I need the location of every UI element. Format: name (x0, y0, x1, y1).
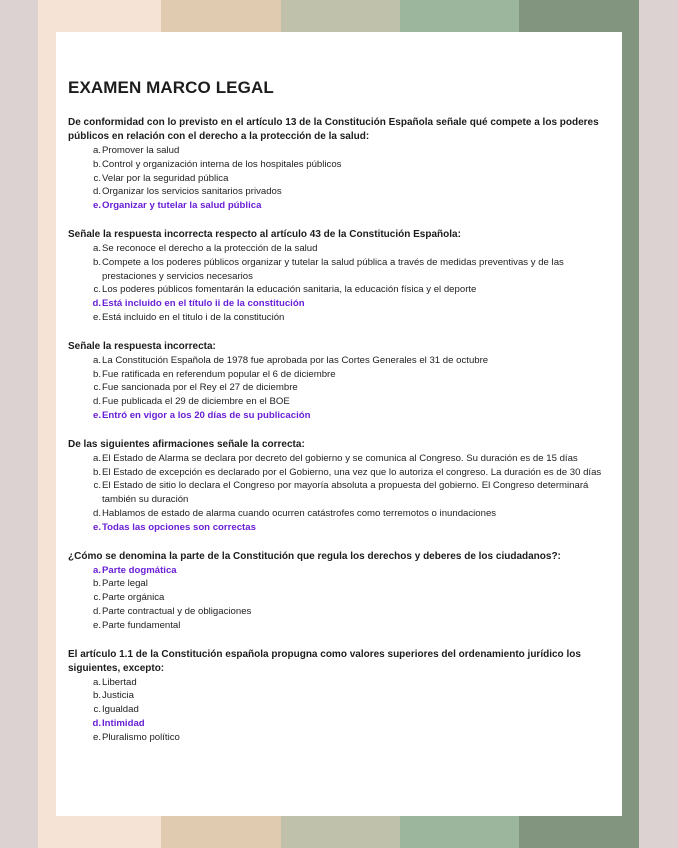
option-text: Fue publicada el 29 de diciembre en el BOE (102, 396, 290, 408)
option-item (68, 158, 610, 172)
question-text: Señale la respuesta incorrecta respecto al artículo 43 de la Constitución Española: (68, 228, 461, 240)
option-list (68, 354, 610, 423)
option-letter: e. (92, 521, 101, 533)
correct-option (68, 521, 610, 535)
option-letter: b. (92, 158, 101, 170)
option-text: Fue sancionada por el Rey el 27 de diciembre (102, 382, 298, 394)
option-text: Parte contractual y de obligaciones (102, 605, 252, 617)
option-letter: a. (92, 242, 101, 254)
option-item (68, 172, 610, 186)
option-letter: b. (92, 256, 101, 268)
option-letter: b. (92, 578, 101, 590)
option-item (68, 256, 610, 284)
option-text: Todas las opciones son correctas (102, 521, 256, 533)
option-item (68, 703, 610, 717)
correct-option (68, 409, 610, 423)
option-letter: c. (93, 172, 101, 184)
option-letter: d. (92, 396, 101, 408)
correct-option (68, 564, 610, 578)
question-block (68, 116, 610, 213)
option-text: El Estado de sitio lo declara el Congreso por mayoría absoluta a propuesta del gobierno. El Congreso determinará también su duración (102, 480, 589, 506)
option-item (68, 479, 610, 507)
option-item (68, 242, 610, 256)
option-text: Control y organización interna de los hospitales públicos (102, 158, 342, 170)
question-text: El artículo 1.1 de la Constitución española propugna como valores superiores del ordenamiento jurídico los siguientes, excepto: (68, 648, 581, 674)
correct-option (68, 199, 610, 213)
correct-option (68, 717, 610, 731)
option-letter: c. (93, 592, 101, 604)
option-text: Parte fundamental (102, 619, 181, 631)
option-item (68, 676, 610, 690)
option-letter: d. (92, 605, 101, 617)
stripe (639, 0, 678, 848)
option-list (68, 676, 610, 745)
option-item (68, 466, 610, 480)
option-letter: a. (92, 145, 101, 156)
question-list (68, 116, 610, 745)
option-letter: d. (92, 186, 101, 198)
option-item (68, 368, 610, 382)
option-letter: e. (92, 311, 101, 323)
option-text: Promover la salud (102, 145, 180, 156)
option-item (68, 185, 610, 199)
question-text: De conformidad con lo previsto en el artículo 13 de la Constitución Española señale qué compete a los poderes públicos en relación con el derecho a la protección de la salud: (68, 117, 599, 142)
page-title: EXAMEN MARCO LEGAL (68, 78, 274, 97)
option-text: El Estado de excepción es declarado por el Gobierno, una vez que lo autoriza el congreso. La duración es de 30 días (102, 466, 602, 478)
option-item (68, 507, 610, 521)
option-item (68, 283, 610, 297)
question-block (68, 550, 610, 633)
option-letter: a. (92, 452, 101, 464)
option-text: Justicia (102, 690, 134, 702)
option-text: La Constitución Española de 1978 fue aprobada por las Cortes Generales el 31 de octubre (102, 354, 489, 366)
option-letter: a. (92, 354, 101, 366)
correct-option (68, 297, 610, 311)
option-text: Los poderes públicos fomentarán la educación sanitaria, la educación física y el deporte (102, 284, 477, 296)
option-item (68, 144, 610, 158)
stripe (0, 0, 38, 848)
option-text: Fue ratificada en referendum popular el 6 de diciembre (102, 368, 336, 380)
option-letter: d. (92, 507, 101, 519)
option-text: Parte legal (102, 578, 148, 590)
option-letter: c. (93, 284, 101, 296)
option-text: Intimidad (102, 717, 145, 729)
option-item (68, 395, 610, 409)
exam-sheet (56, 32, 622, 816)
option-item (68, 452, 610, 466)
option-letter: b. (92, 690, 101, 702)
option-text: Parte dogmática (102, 564, 177, 576)
option-text: Está incluido en el título ii de la constitución (102, 298, 305, 310)
option-list (68, 144, 610, 213)
option-letter: b. (92, 466, 101, 478)
option-text: Hablamos de estado de alarma cuando ocurren catástrofes como terremotos o inundaciones (102, 507, 497, 519)
option-letter: e. (92, 200, 101, 212)
question-text: ¿Cómo se denomina la parte de la Constitución que regula los derechos y deberes de los ciudadanos?: (68, 550, 561, 562)
option-text: El Estado de Alarma se declara por decreto del gobierno y se comunica al Congreso. Su duración es de 15 días (102, 452, 578, 464)
question-text: De las siguientes afirmaciones señale la correcta: (68, 438, 305, 450)
option-text: Está incluido en el titulo i de la constitución (102, 311, 285, 323)
option-letter: e. (92, 731, 101, 743)
question-block (68, 648, 610, 745)
option-list (68, 564, 610, 633)
option-text: Compete a los poderes públicos organizar y tutelar la salud pública a través de medidas preventivas y de las prestaciones y servicios necesarios (102, 256, 564, 282)
option-letter: b. (92, 368, 101, 380)
option-item (68, 689, 610, 703)
option-letter: c. (93, 382, 101, 394)
option-letter: d. (92, 298, 101, 310)
question-block (68, 340, 610, 423)
option-text: Libertad (102, 676, 137, 688)
option-item (68, 381, 610, 395)
option-item (68, 619, 610, 633)
option-letter: a. (92, 564, 101, 576)
option-item (68, 731, 610, 745)
option-text: Organizar los servicios sanitarios privados (102, 186, 282, 198)
question-block (68, 438, 610, 535)
option-letter: d. (92, 717, 101, 729)
option-item (68, 591, 610, 605)
option-item (68, 605, 610, 619)
option-item (68, 577, 610, 591)
option-text: Velar por la seguridad pública (102, 172, 229, 184)
option-item (68, 354, 610, 368)
option-text: Parte orgánica (102, 592, 165, 604)
question-block (68, 228, 610, 325)
question-text: Señale la respuesta incorrecta: (68, 340, 216, 352)
option-text: Se reconoce el derecho a la protección de la salud (102, 242, 318, 254)
option-letter: c. (93, 480, 101, 492)
option-text: Igualdad (102, 704, 139, 716)
option-list (68, 242, 610, 325)
option-list (68, 452, 610, 535)
option-item (68, 311, 610, 325)
option-text: Entró en vigor a los 20 días de su publicación (102, 409, 311, 421)
option-text: Organizar y tutelar la salud pública (102, 200, 262, 212)
option-letter: e. (92, 619, 101, 631)
option-letter: a. (92, 676, 101, 688)
option-letter: e. (92, 409, 101, 421)
option-text: Pluralismo político (102, 731, 180, 743)
option-letter: c. (93, 704, 101, 716)
